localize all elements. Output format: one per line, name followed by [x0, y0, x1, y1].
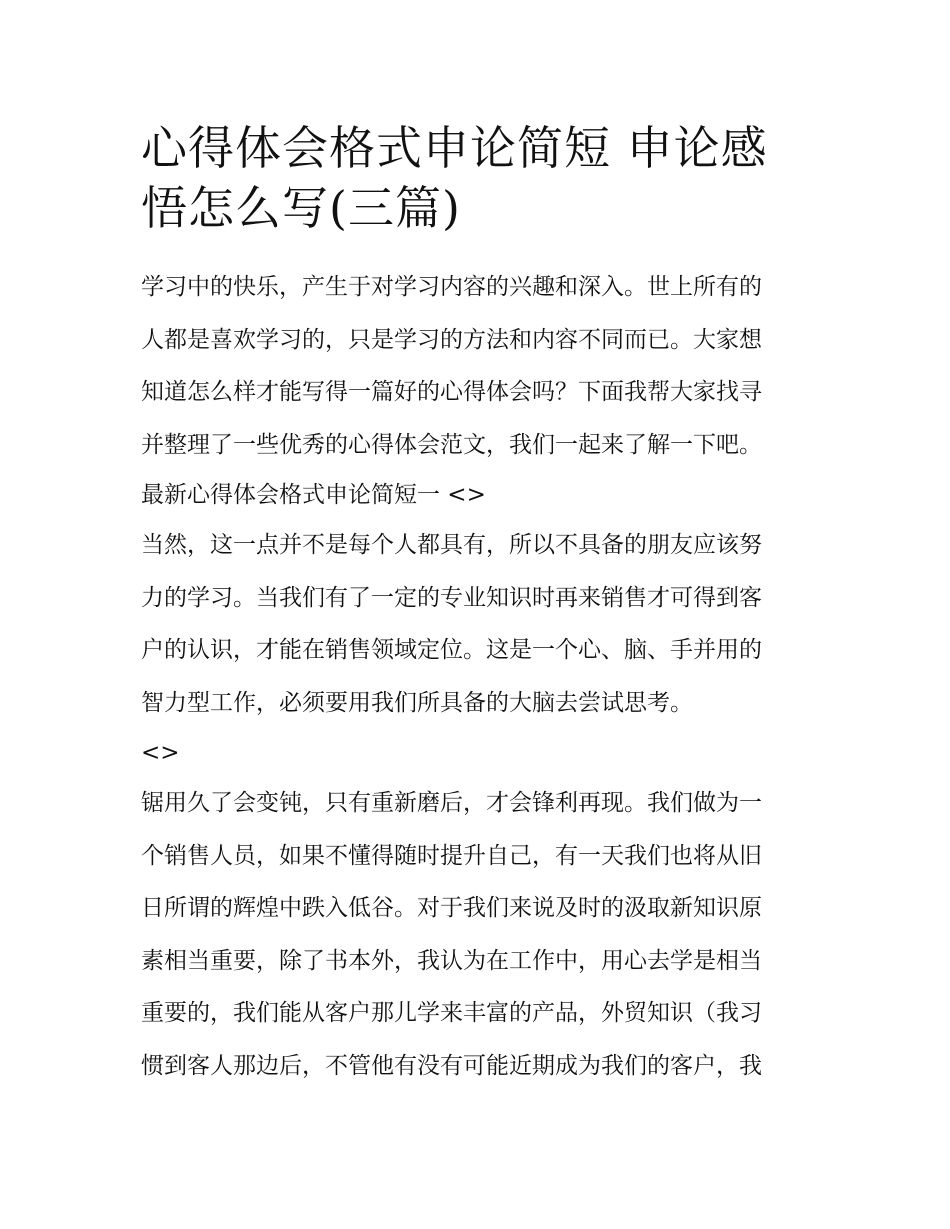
- section-heading-one: 最新心得体会格式申论简短一 <>: [141, 482, 486, 508]
- document-content: [141, 118, 813, 1092]
- placeholder-marker: <>: [141, 740, 180, 766]
- intro-paragraph: 学习中的快乐，产生于对学习内容的兴趣和深入。世上所有的 人都是喜欢学习的，只是学习的方法和内容不同而已。大家想 知道怎么样才能写得一篇好的心得体会吗？下面我帮大家找寻 并整理了一些优秀的心得体会范文，我们一起来了解一下吧。: [141, 274, 762, 458]
- document-body: [141, 261, 813, 1092]
- body-paragraph-two: 锯用久了会变钝，只有重新磨后，才会锋利再现。我们做为一 个销售人员，如果不懂得随时提升自己，有一天我们也将从旧 日所谓的辉煌中跌入低谷。对于我们来说及时的汲取新知识原 素相当重要，除了书本外，我认为在工作中，用心去学是相当 重要的，我们能从客户那儿学来丰富的产品，外贸知识（我习 惯到客人那边后，不管他有没有可能近期成为我们的客户，我: [141, 790, 762, 1079]
- body-paragraph-one: 当然，这一点并不是每个人都具有，所以不具备的朋友应该努 力的学习。当我们有了一定的专业知识时再来销售才可得到客 户的认识，才能在销售领域定位。这是一个心、脑、手并用的 智力型工作，必须要用我们所具备的大脑去尝试思考。: [141, 532, 762, 716]
- document-title: 心得体会格式申论简短 申论感 悟怎么写(三篇): [141, 121, 768, 235]
